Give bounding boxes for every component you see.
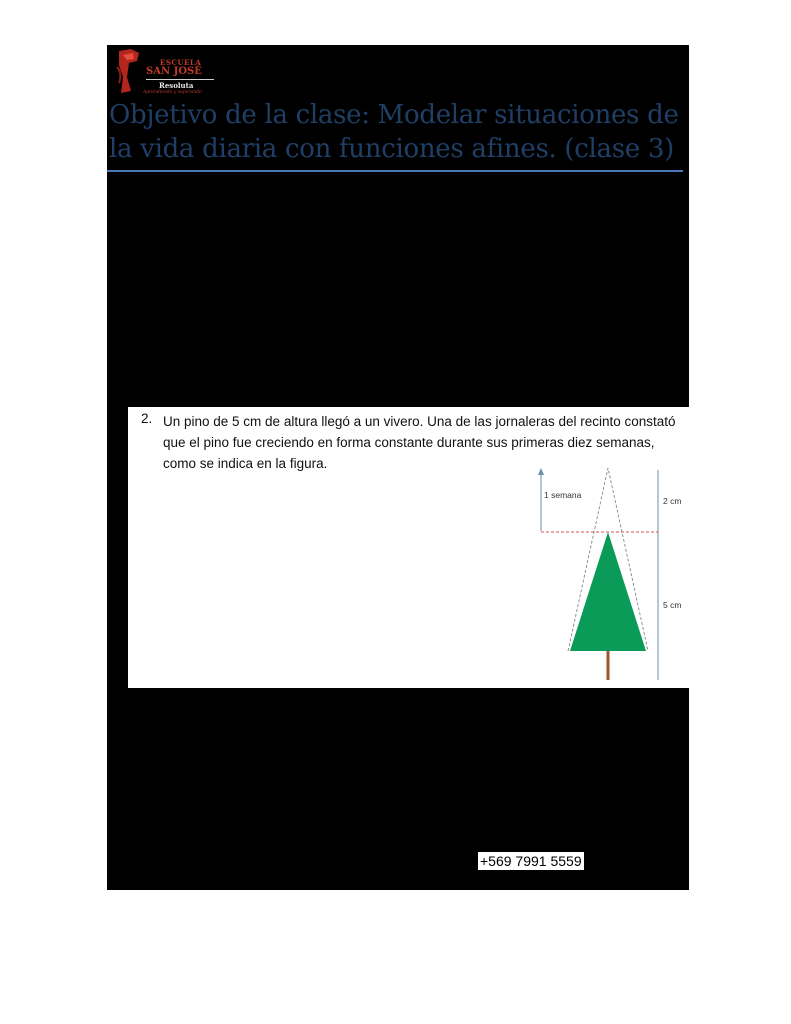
logo-text-escuela: ESCUELA [160,58,202,67]
logo-divider [146,79,214,80]
title-divider [107,170,683,172]
logo-text-san-jose: SAN JOSÉ [146,66,202,77]
label-height: 5 cm [663,600,682,610]
problem-card [128,407,689,688]
contact-phone: +569 7991 5559 [480,853,582,869]
problem-statement: Un pino de 5 cm de altura llegó a un vivero. Una de las jornaleras del recinto constató que el pino fue creciendo en forma constante durante sus primeras diez semanas, como se indica en la figura. [163,414,676,471]
tree-trunk [607,651,610,680]
label-growth: 2 cm [663,496,682,506]
problem-number: 2. [141,411,153,426]
tree-growth-figure [528,462,688,688]
logo-text-resoluta: Resoluta [159,81,194,90]
week-axis-arrowhead [538,468,544,475]
page-title: Objetivo de la clase: Modelar situaciones de la vida diaria con funciones afines. (clase 3) [109,100,679,164]
label-week: 1 semana [544,490,582,500]
logo-motto: Aprendiendo y superando [143,90,202,95]
